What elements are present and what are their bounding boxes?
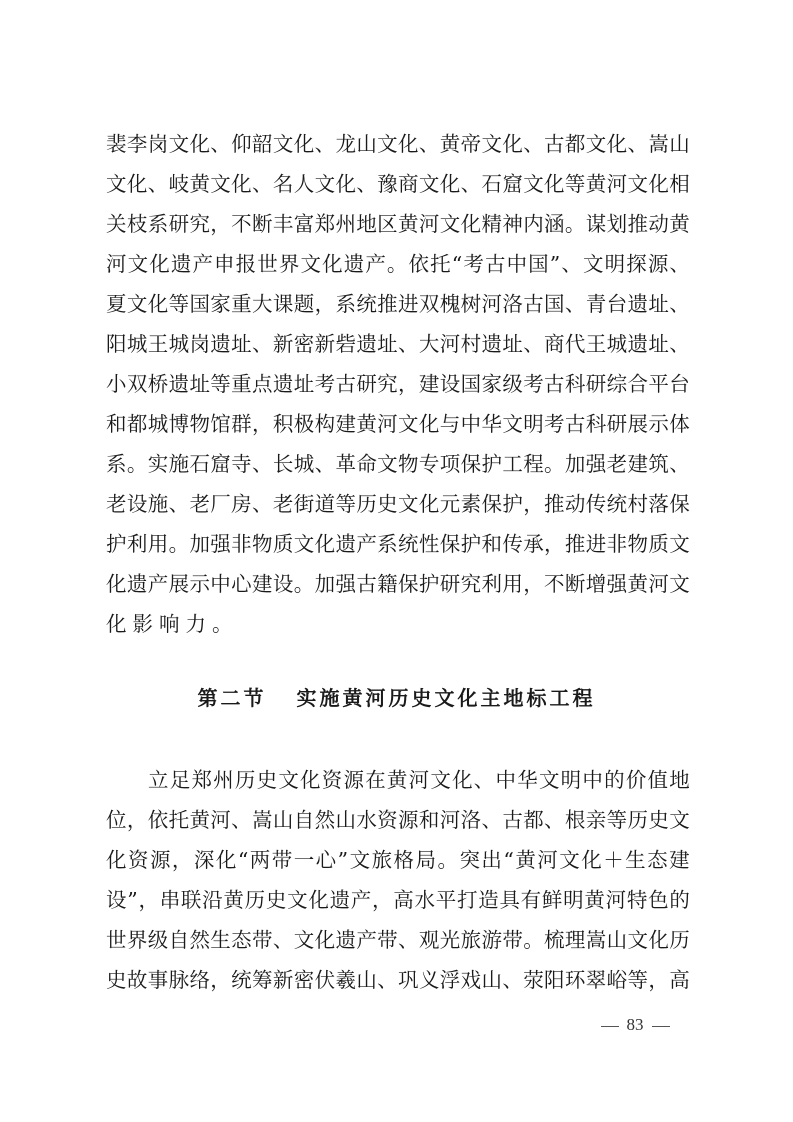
text-line: 文 化 、 岐 黄 文 化 、 名 人 文 化 、 豫 商 文 化 、 石 窟 文 化 等 黄 河 文 化 相	[106, 172, 690, 196]
text-line: 设 ” ， 串 联 沿 黄 历 史 文 化 遗 产 ， 高 水 平 打 造 具 有 鲜 明 黄 河 特 色 的	[106, 888, 690, 912]
text-line: 化影响力。	[106, 612, 239, 636]
text-line: 和 都 城 博 物 馆 群 ， 积 极 构 建 黄 河 文 化 与 中 华 文 明 考 古 科 研 展 示 体	[106, 412, 690, 436]
right-dash	[652, 1026, 670, 1027]
text-line: 护 利 用 。 加 强 非 物 质 文 化 遗 产 系 统 性 保 护 和 传 承 ， 推 进 非 物 质 文	[106, 532, 690, 556]
body-paragraph-1	[106, 124, 690, 644]
section-number: 第二节	[197, 686, 267, 710]
text-line: 小 双 桥 遗 址 等 重 点 遗 址 考 古 研 究 ， 建 设 国 家 级 考 古 科 研 综 合 平 台	[106, 372, 690, 396]
text-line: 夏 文 化 等 国 家 重 大 课 题 ， 系 统 推 进 双 槐 树 河 洛 古 国 、 青 台 遗 址 、	[106, 292, 690, 316]
section-title: 实施黄河历史文化主地标工程	[296, 686, 596, 710]
body-paragraph-2	[106, 760, 690, 1000]
text-line: 立 足 郑 州 历 史 文 化 资 源 在 黄 河 文 化 、 中 华 文 明 中 的 价 值 地	[148, 768, 690, 792]
page-number-footer	[590, 1010, 680, 1040]
text-line: 化 资 源 ， 深 化 “ 两 带 一 心 ” 文 旅 格 局 。 突 出 “ 黄 河 文 化 ＋ 生 态 建	[106, 848, 690, 872]
section-heading	[0, 678, 793, 718]
text-line: 世 界 级 自 然 生 态 带 、 文 化 遗 产 带 、 观 光 旅 游 带 。 梳 理 嵩 山 文 化 历	[106, 928, 690, 952]
text-line: 裴 李 岗 文 化 、 仰 韶 文 化 、 龙 山 文 化 、 黄 帝 文 化 、 古 都 文 化 、 嵩 山	[106, 132, 690, 156]
text-line: 河 文 化 遗 产 申 报 世 界 文 化 遗 产 。 依 托 “ 考 古 中 国 ” 、 文 明 探 源 、	[106, 252, 690, 276]
text-line: 系 。 实 施 石 窟 寺 、 长 城 、 革 命 文 物 专 项 保 护 工 程 。 加 强 老 建 筑 、	[106, 452, 690, 476]
text-line: 位 ， 依 托 黄 河 、 嵩 山 自 然 山 水 资 源 和 河 洛 、 古 都 、 根 亲 等 历 史 文	[106, 808, 690, 832]
text-line: 关 枝 系 研 究 ， 不 断 丰 富 郑 州 地 区 黄 河 文 化 精 神 内 涵 。 谋 划 推 动 黄	[106, 212, 690, 236]
text-line: 老 设 施 、 老 厂 房 、 老 街 道 等 历 史 文 化 元 素 保 护 ， 推 动 传 统 村 落 保	[106, 492, 690, 516]
text-line: 史 故 事 脉 络 ， 统 筹 新 密 伏 羲 山 、 巩 义 浮 戏 山 、 荥 阳 环 翠 峪 等 ， 高	[106, 968, 690, 992]
text-line: 化 遗 产 展 示 中 心 建 设 。 加 强 古 籍 保 护 研 究 利 用 ， 不 断 增 强 黄 河 文	[106, 572, 690, 596]
text-line: 阳 城 王 城 岗 遗 址 、 新 密 新 砦 遗 址 、 大 河 村 遗 址 、 商 代 王 城 遗 址 、	[106, 332, 690, 356]
page-number: 83	[626, 1015, 644, 1034]
left-dash	[601, 1026, 619, 1027]
